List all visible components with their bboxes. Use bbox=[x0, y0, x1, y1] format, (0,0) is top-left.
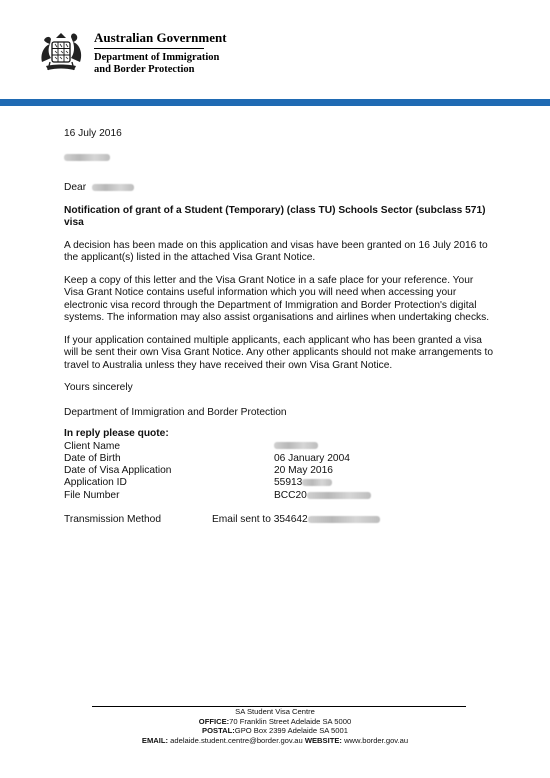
quote-row-application-date bbox=[64, 465, 494, 477]
website-label: WEBSITE: bbox=[304, 735, 342, 745]
email-label: EMAIL: bbox=[141, 735, 169, 745]
letter-title: Notification of grant of a Student (Temporary) (class TU) Schools Sector (subclass 571) visa bbox=[64, 204, 486, 228]
footer-centre: SA Student Visa Centre bbox=[235, 707, 315, 716]
postal-address: GPO Box 2399 Adelaide SA 5001 bbox=[234, 726, 348, 736]
quote-value bbox=[274, 490, 494, 502]
quote-row-application-id bbox=[64, 477, 494, 489]
quote-heading: In reply please quote: bbox=[64, 428, 169, 439]
closing: Yours sincerely bbox=[64, 382, 133, 393]
quote-label: Date of Visa Application bbox=[64, 465, 172, 477]
quote-label: File Number bbox=[64, 489, 120, 501]
postal-label: POSTAL: bbox=[202, 726, 235, 736]
transmission-value bbox=[212, 514, 494, 526]
transmission-label: Transmission Method bbox=[64, 513, 162, 525]
quote-row-dob bbox=[64, 453, 494, 465]
gov-name: Australian Government bbox=[94, 30, 227, 45]
redacted-salutation-name bbox=[92, 184, 134, 191]
paragraph-multiple-applicants: If your application contained multiple applicants, each applicant who has been granted a visa will be sent their own Visa Grant Notice. Any other applicants should not make arrangements to travel to Australia unless they have received their own Visa Grant Notice. bbox=[64, 334, 494, 371]
quote-table bbox=[64, 441, 494, 502]
quote-value bbox=[274, 441, 494, 453]
quote-value: 20 May 2016 bbox=[274, 465, 333, 477]
letterhead bbox=[0, 0, 550, 110]
quote-value: 06 January 2004 bbox=[274, 452, 350, 464]
redacted-recipient-name bbox=[64, 154, 110, 161]
dept-name-line2: and Border Protection bbox=[94, 64, 195, 75]
paragraph-decision: A decision has been made on this application and visas have been granted on 16 July 2016 to the applicant(s) listed in the attached Visa Grant Notice. bbox=[64, 239, 488, 263]
office-address: 70 Franklin Street Adelaide SA 5000 bbox=[229, 716, 352, 726]
redacted-client-name bbox=[274, 442, 318, 449]
footer-office bbox=[0, 717, 550, 727]
quote-value bbox=[274, 477, 494, 489]
office-label: OFFICE: bbox=[198, 716, 230, 726]
dept-name-line1: Department of Immigration bbox=[94, 52, 220, 63]
application-id-value: 55913 bbox=[274, 477, 303, 489]
salutation: Dear bbox=[64, 182, 87, 193]
quote-row-file-number bbox=[64, 490, 494, 502]
transmission-table bbox=[64, 514, 494, 526]
quote-label: Application ID bbox=[64, 477, 127, 489]
transmission-email-text: Email sent to 354642 bbox=[212, 513, 308, 525]
footer-postal bbox=[0, 726, 550, 736]
letter-date: 16 July 2016 bbox=[64, 128, 122, 139]
quote-row-client-name bbox=[64, 441, 494, 453]
header-bar bbox=[0, 99, 550, 106]
website-link[interactable]: www.border.gov.au bbox=[344, 735, 409, 745]
government-title bbox=[94, 30, 227, 76]
salutation-line bbox=[64, 182, 494, 195]
redacted-application-id bbox=[302, 479, 332, 486]
signature-department: Department of Immigration and Border Protection bbox=[64, 406, 287, 418]
coat-of-arms-icon bbox=[36, 28, 86, 78]
quote-label: Date of Birth bbox=[64, 452, 121, 464]
file-number-value: BCC20 bbox=[274, 489, 307, 501]
transmission-row bbox=[64, 514, 494, 526]
quote-label: Client Name bbox=[64, 440, 121, 452]
email-link[interactable]: adelaide.student.centre@border.gov.au bbox=[170, 735, 303, 745]
redacted-file-number bbox=[307, 492, 371, 499]
paragraph-keep-copy: Keep a copy of this letter and the Visa Grant Notice in a safe place for your reference. Your Visa Grant Notice contains useful information which you will need when accessing your electronic visa record through the Department of Immigration and Border Protection's digital systems. The information may also assist organisations and airlines when undertaking checks. bbox=[64, 274, 490, 323]
redacted-email bbox=[308, 516, 380, 523]
letter-body bbox=[64, 128, 494, 526]
footer bbox=[0, 707, 550, 745]
footer-contact bbox=[0, 736, 550, 746]
gov-divider bbox=[94, 48, 204, 49]
